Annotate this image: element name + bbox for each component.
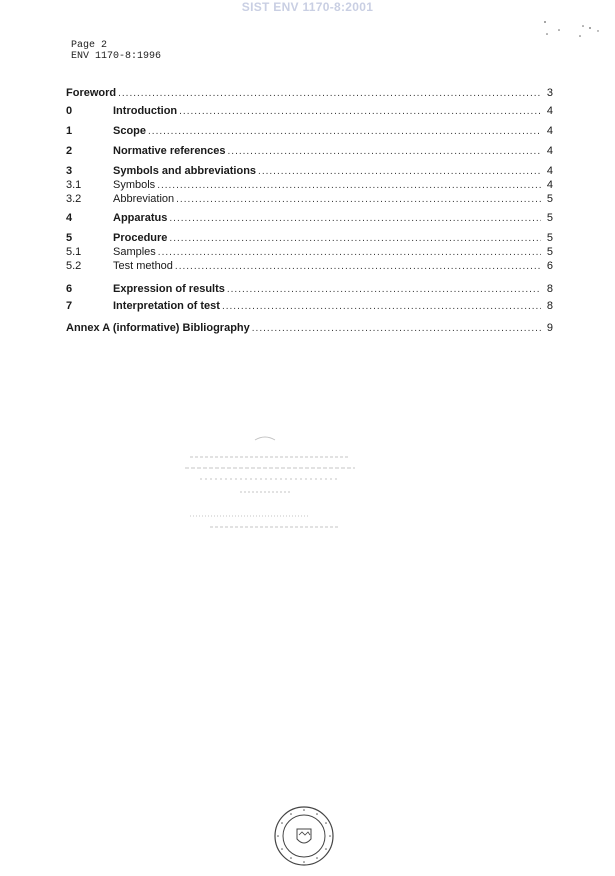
toc-entry-number: 1 [66,125,73,137]
toc-dot-leader [158,246,541,259]
toc-entry-page: 5 [546,212,553,224]
toc-entry-title: Normative references [113,145,226,157]
toc-entry-number: 5 [66,232,73,244]
toc-entry-title: Introduction [113,105,178,117]
toc-dot-leader [148,125,541,138]
toc-entry-title: Symbols and abbreviations [113,165,257,177]
toc-entry-title: Scope [113,125,147,137]
toc-entry [66,193,553,206]
toc-entry-title: Expression of results [113,283,225,295]
toc-entry-title: Abbreviation [113,193,175,205]
page-number: Page 2 [71,40,108,51]
toc-entry-title: Symbols [113,179,156,191]
toc-entry-title: Interpretation of test [113,300,220,312]
toc-entry-number: 3.1 [66,179,82,191]
toc-entry-number: 0 [66,105,73,117]
toc-dot-leader [169,212,541,225]
toc-dot-leader [222,300,541,313]
toc-entry-page: 6 [546,260,553,272]
toc-entry-page: 4 [546,125,553,137]
toc-entry-page: 5 [546,246,553,258]
toc-entry [66,283,553,296]
toc-entry [66,87,553,100]
toc-entry-title: Annex A (informative) Bibliography [66,322,250,334]
toc-entry [66,260,553,273]
document-watermark: SIST ENV 1170-8:2001 [241,0,374,14]
toc-entry-page: 8 [546,283,553,295]
toc-entry-page: 4 [546,145,553,157]
toc-entry-title: Test method [113,260,173,272]
toc-entry-number: 6 [66,283,73,295]
toc-dot-leader [258,165,541,178]
toc-entry-number: 5.2 [66,260,82,272]
toc-entry-title: Procedure [113,232,168,244]
toc-entry-title: Samples [113,246,156,258]
toc-entry [66,145,553,158]
faint-stamp-imprint [180,432,380,532]
document-code: ENV 1170-8:1996 [71,51,162,62]
toc-entry-page: 4 [546,179,553,191]
official-seal [273,805,335,867]
toc-entry-number: 3.2 [66,193,82,205]
toc-entry-page: 3 [546,87,553,99]
toc-entry-page: 4 [546,165,553,177]
toc-entry-number: 3 [66,165,73,177]
toc-entry [66,125,553,138]
toc-dot-leader [228,145,541,158]
toc-entry [66,246,553,259]
toc-entry [66,179,553,192]
toc-dot-leader [169,232,541,245]
toc-entry [66,212,553,225]
toc-dot-leader [118,87,541,100]
toc-entry-page: 8 [546,300,553,312]
toc-entry-page: 9 [546,322,553,334]
toc-entry [66,300,553,313]
toc-entry-number: 2 [66,145,73,157]
toc-entry [66,165,553,178]
toc-entry-page: 4 [546,105,553,117]
toc-dot-leader [227,283,541,296]
toc-entry-page: 5 [546,193,553,205]
toc-dot-leader [179,105,541,118]
toc-dot-leader [175,260,541,273]
toc-entry-number: 7 [66,300,73,312]
toc-dot-leader [176,193,541,206]
toc-entry [66,105,553,118]
toc-entry-page: 5 [546,232,553,244]
toc-entry-number: 4 [66,212,73,224]
toc-entry [66,322,553,335]
toc-entry [66,232,553,245]
toc-dot-leader [157,179,541,192]
toc-entry-title: Foreword [66,87,117,99]
toc-entry-number: 5.1 [66,246,82,258]
toc-entry-title: Apparatus [113,212,168,224]
toc-dot-leader [252,322,541,335]
